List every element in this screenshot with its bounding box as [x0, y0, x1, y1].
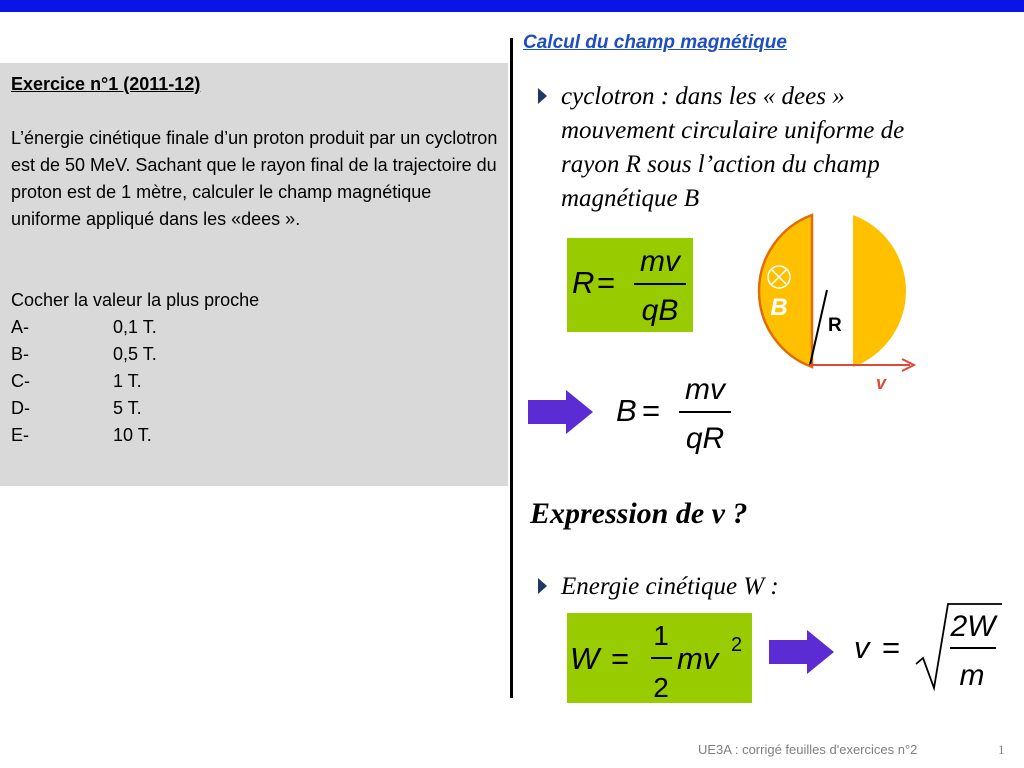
svg-text:mv: mv	[685, 373, 725, 406]
exercise-text: L’énergie cinétique finale d’un proton produit par un cyclotron est de 50 MeV. Sachant que le rayon final de la trajectoire du proton est de 1 mètre, calculer le champ magnétique uniforme appliqué dans les «dees ».	[11, 128, 498, 229]
field-label: B	[770, 294, 788, 321]
vertical-divider	[510, 38, 513, 698]
answer-options	[11, 314, 498, 449]
svg-text:2: 2	[731, 634, 743, 656]
cyclotron-diagram	[740, 205, 940, 395]
left-dee	[759, 215, 812, 367]
section-title: Calcul du champ magnétique	[523, 32, 787, 53]
page-number: 1	[998, 742, 1005, 757]
svg-text:2W: 2W	[950, 610, 996, 643]
top-bar	[0, 0, 1024, 12]
exercise-title: Exercice n°1 (2011-12)	[11, 74, 201, 94]
formula-radius-box	[567, 238, 693, 332]
exercise-box	[0, 63, 508, 486]
svg-text:mv: mv	[640, 245, 680, 278]
option-e: E- 10 T.	[11, 425, 152, 445]
svg-text:B: B	[616, 393, 637, 428]
svg-text:2: 2	[653, 672, 669, 703]
right-dee	[853, 215, 906, 367]
option-c: C- 1 T.	[11, 371, 142, 391]
option-a: A- 0,1 T.	[11, 317, 157, 337]
bullet-text-cyclotron: cyclotron : dans les « dees » mouvement circulaire uniforme de rayon R sous l’action du champ magnétique B	[561, 83, 905, 212]
svg-text:1: 1	[653, 620, 669, 651]
bullet-text-energy: Energie cinétique W :	[561, 573, 779, 600]
velocity-label: v	[876, 373, 887, 393]
svg-text:=: =	[597, 265, 616, 300]
footer-text: UE3A : corrigé feuilles d'exercices n°2	[698, 742, 918, 757]
heading-expression-v: Expression de v ?	[530, 497, 748, 530]
svg-text:=: =	[882, 630, 901, 665]
svg-text:R: R	[572, 265, 595, 300]
radius-label: R	[828, 315, 842, 336]
formula-energy	[567, 613, 752, 703]
right-arrow-icon	[769, 630, 835, 674]
option-b: B- 0,5 T.	[11, 344, 157, 364]
svg-text:=: =	[611, 641, 630, 676]
svg-text:qR: qR	[685, 422, 725, 455]
formula-radius	[567, 238, 693, 332]
svg-text:qB: qB	[641, 294, 679, 327]
formula-velocity	[850, 600, 1010, 696]
formula-field	[612, 366, 742, 462]
svg-text:mv: mv	[677, 641, 719, 676]
bullet-arrow-icon	[538, 88, 547, 104]
option-d: D- 5 T.	[11, 398, 142, 418]
svg-text:v: v	[854, 630, 870, 665]
bullet-arrow-icon	[538, 578, 547, 594]
svg-text:=: =	[642, 393, 661, 428]
formula-energy-box	[567, 613, 752, 703]
exercise-instruction: Cocher la valeur la plus proche	[11, 290, 260, 310]
svg-text:m: m	[959, 659, 985, 692]
right-arrow-icon	[528, 390, 594, 434]
svg-text:W: W	[570, 641, 600, 676]
